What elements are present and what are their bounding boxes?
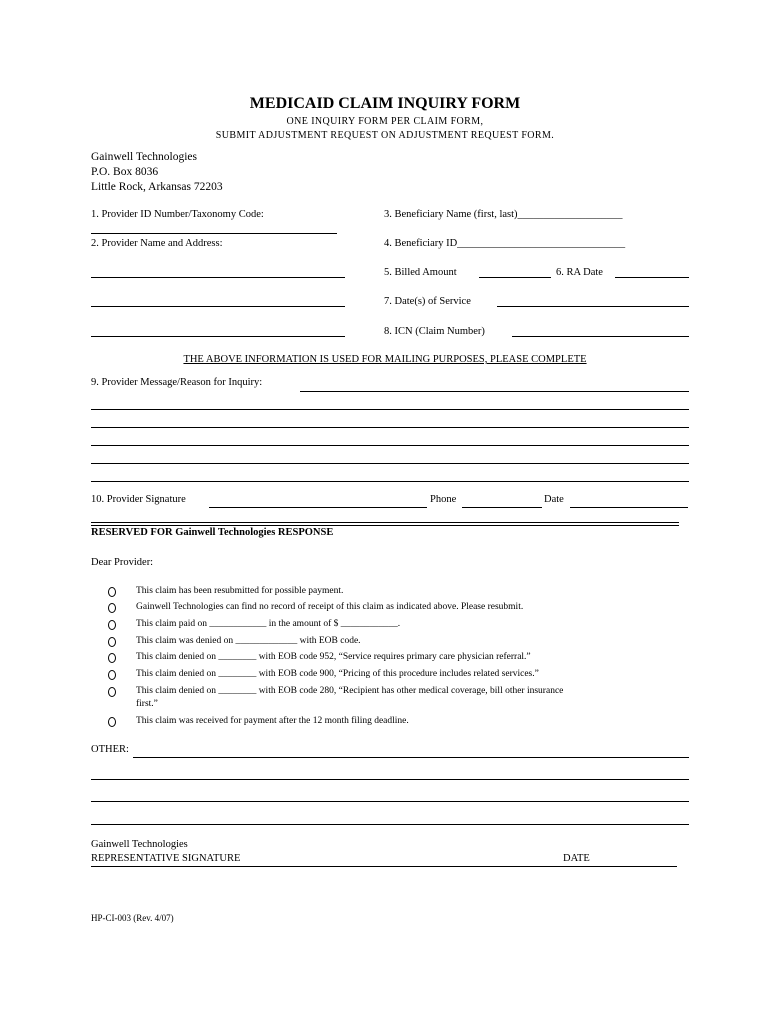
other-line-1[interactable] [91, 779, 689, 780]
option-text-7-continued: first.” [136, 699, 158, 709]
mailing-notice: THE ABOVE INFORMATION IS USED FOR MAILING PURPOSES, PLEASE COMPLETE [183, 354, 587, 365]
footer-date-label: DATE [563, 853, 590, 864]
other-line-0[interactable] [133, 757, 689, 758]
provider-address-line-2[interactable] [91, 306, 345, 307]
phone-label: Phone [430, 494, 457, 505]
billed-amount-line[interactable] [479, 277, 551, 278]
other-label: OTHER: [91, 744, 129, 755]
radio-option-5[interactable] [108, 653, 116, 663]
radio-option-3[interactable] [108, 620, 116, 630]
rep-signature-label: REPRESENTATIVE SIGNATURE [91, 853, 241, 864]
option-text-8: This claim was received for payment after the 12 month filing deadline. [136, 716, 409, 726]
address-line-3: Little Rock, Arkansas 72203 [91, 181, 223, 193]
message-label: 9. Provider Message/Reason for Inquiry: [91, 377, 263, 388]
provider-address-line-3[interactable] [91, 336, 345, 337]
dear-provider: Dear Provider: [91, 557, 154, 568]
radio-option-6[interactable] [108, 670, 116, 680]
form-id: HP-CI-003 (Rev. 4/07) [91, 913, 174, 923]
option-text-5: This claim denied on ________ with EOB code 952, “Service requires primary care physician referral.” [136, 652, 531, 662]
reserved-heading: RESERVED FOR Gainwell Technologies RESPONSE [91, 527, 334, 538]
billed-amount-label: 5. Billed Amount [384, 267, 457, 278]
form-title: MEDICAID CLAIM INQUIRY FORM [249, 95, 521, 112]
footer-company: Gainwell Technologies [91, 839, 188, 850]
dates-of-service-line[interactable] [497, 306, 689, 307]
provider-id-line[interactable] [91, 233, 337, 234]
other-line-3[interactable] [91, 824, 689, 825]
option-text-7: This claim denied on ________ with EOB code 280, “Recipient has other medical coverage, bill other insurance [136, 686, 564, 696]
option-text-3: This claim paid on ____________ in the amount of $ ____________. [136, 619, 401, 629]
rep-signature-line[interactable] [91, 866, 677, 867]
address-line-1: Gainwell Technologies [91, 151, 197, 163]
option-text-4: This claim was denied on _____________ with EOB code. [136, 636, 361, 646]
divider-top [91, 522, 679, 523]
form-subtitle-2: SUBMIT ADJUSTMENT REQUEST ON ADJUSTMENT REQUEST FORM. [215, 130, 555, 141]
message-line-2[interactable] [91, 427, 689, 428]
message-line-5[interactable] [91, 481, 689, 482]
radio-option-1[interactable] [108, 587, 116, 597]
option-text-1: This claim has been resubmitted for possible payment. [136, 586, 344, 596]
message-line-3[interactable] [91, 445, 689, 446]
signature-date-label: Date [544, 494, 564, 505]
phone-line[interactable] [462, 507, 542, 508]
beneficiary-id-label: 4. Beneficiary ID________________________________ [384, 238, 626, 249]
signature-date-line[interactable] [570, 507, 688, 508]
other-line-2[interactable] [91, 801, 689, 802]
ra-date-line[interactable] [615, 277, 689, 278]
provider-id-label: 1. Provider ID Number/Taxonomy Code: [91, 209, 264, 220]
message-line-1[interactable] [91, 409, 689, 410]
message-line-0[interactable] [300, 391, 689, 392]
icn-line[interactable] [512, 336, 689, 337]
beneficiary-name-label: 3. Beneficiary Name (first, last)____________________ [384, 209, 623, 220]
ra-date-label: 6. RA Date [556, 267, 603, 278]
form-subtitle-1: ONE INQUIRY FORM PER CLAIM FORM, [286, 116, 484, 127]
radio-option-7[interactable] [108, 687, 116, 697]
option-text-2: Gainwell Technologies can find no record of receipt of this claim as indicated above. Please resubmit. [136, 602, 524, 612]
radio-option-8[interactable] [108, 717, 116, 727]
address-line-2: P.O. Box 8036 [91, 166, 159, 178]
message-line-4[interactable] [91, 463, 689, 464]
provider-address-line-1[interactable] [91, 277, 345, 278]
provider-name-label: 2. Provider Name and Address: [91, 238, 223, 249]
radio-option-2[interactable] [108, 603, 116, 613]
provider-signature-label: 10. Provider Signature [91, 494, 186, 505]
option-text-6: This claim denied on ________ with EOB code 900, “Pricing of this procedure includes related services.” [136, 669, 539, 679]
divider-bottom [91, 525, 679, 526]
dates-of-service-label: 7. Date(s) of Service [384, 296, 471, 307]
icn-label: 8. ICN (Claim Number) [384, 326, 485, 337]
provider-signature-line[interactable] [209, 507, 427, 508]
radio-option-4[interactable] [108, 637, 116, 647]
